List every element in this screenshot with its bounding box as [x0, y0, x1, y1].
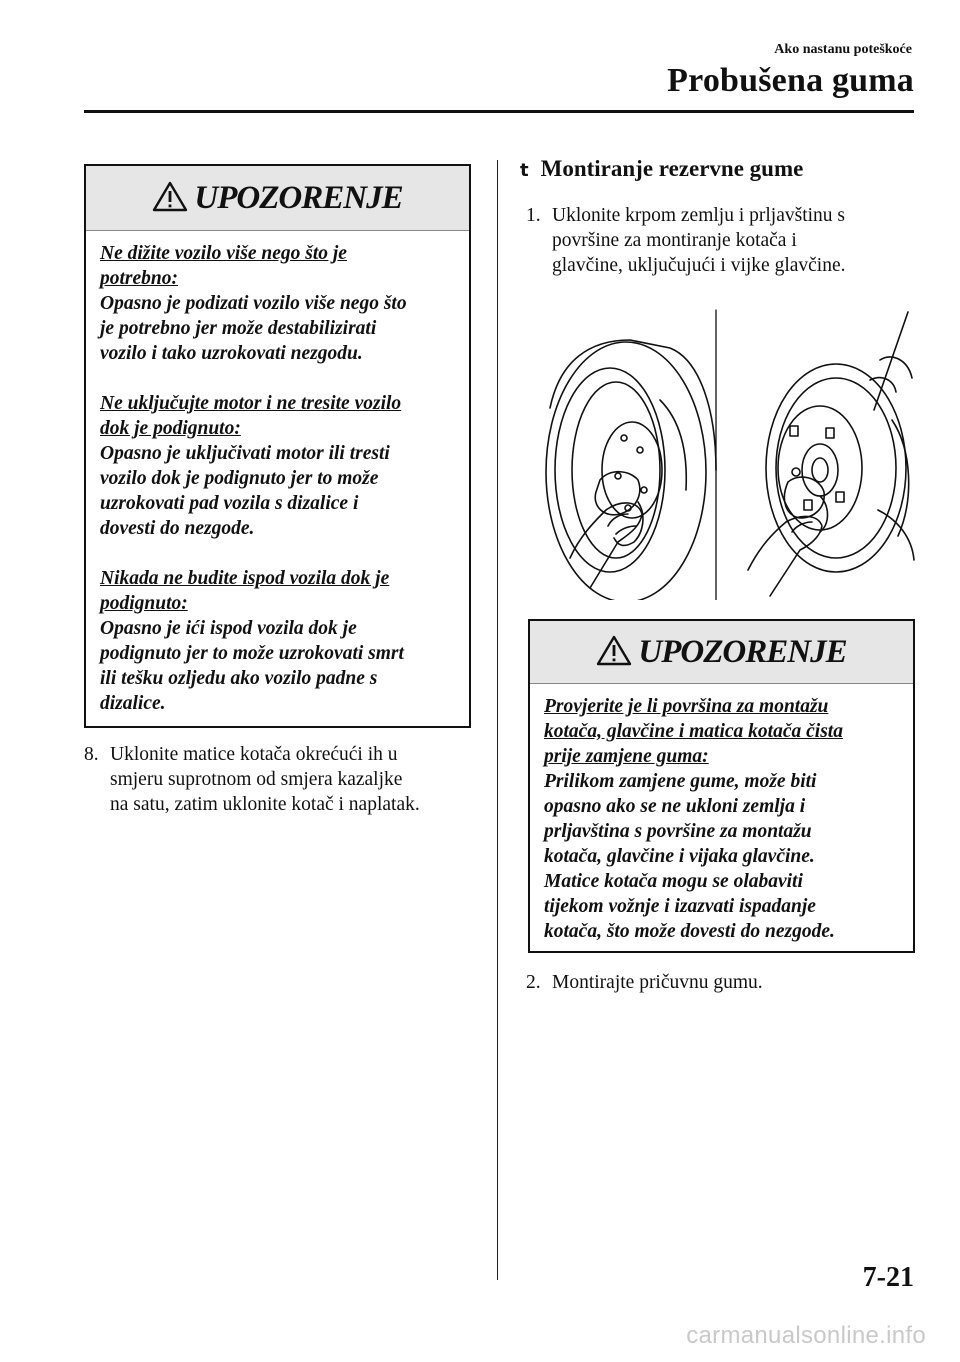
warning-item-text: kotača, što može dovesti do nezgode.: [544, 921, 835, 942]
step-2: [526, 970, 926, 995]
step-text-line: površine za montiranje kotača i: [552, 230, 797, 251]
header-rule: [84, 110, 914, 113]
warning-item-text: podignuto jer to može uzrokovati smrt: [100, 643, 404, 664]
warning-item-text: dovesti do nezgode.: [100, 518, 255, 539]
warning-triangle-icon: [152, 180, 188, 217]
step-text-line: Uklonite krpom zemlju i prljavštinu s: [552, 205, 846, 226]
warning-item-text: uzrokovati pad vozila s dizalice i: [100, 493, 359, 514]
warning-body: [530, 684, 913, 944]
step-text-line: Uklonite matice kotača okrećući ih u: [110, 744, 398, 765]
warning-item-text: prljavština s površine za montažu: [544, 821, 812, 842]
step-number: 8.: [84, 744, 99, 765]
warning-item-heading: podignuto:: [100, 593, 188, 614]
warning-item-text: ili tešku ozljedu ako vozilo padne s: [100, 668, 378, 689]
warning-header: [530, 621, 913, 684]
watermark: carmanualsonline.info: [686, 1322, 926, 1349]
warning-item-text: vozilo i tako uzrokovati nezgodu.: [100, 343, 363, 364]
warning-item-text: dizalice.: [100, 693, 166, 714]
warning-box-left: [84, 164, 471, 728]
warning-title: UPOZORENJE: [638, 633, 847, 670]
warning-item-heading: prije zamjene guma:: [544, 746, 709, 767]
step-number: 1.: [526, 205, 541, 226]
page-number: 7-21: [862, 1262, 914, 1293]
warning-body: [86, 231, 469, 716]
page-title: Probušena guma: [667, 62, 914, 99]
warning-item-heading: potrebno:: [100, 268, 178, 289]
step-8: [84, 742, 484, 817]
wheel-hub-cleaning-illustration: [520, 300, 920, 600]
warning-item-text: tijekom vožnje i izazvati ispadanje: [544, 896, 816, 917]
warning-item-text: kotača, glavčine i vijaka glavčine.: [544, 846, 815, 867]
warning-item-text: Opasno je ići ispod vozila dok je: [100, 618, 357, 639]
warning-item-heading: Nikada ne budite ispod vozila dok je: [100, 568, 390, 589]
warning-item-text: Opasno je uključivati motor ili tresti: [100, 443, 390, 464]
warning-title: UPOZORENJE: [194, 179, 403, 216]
warning-item-text: Matice kotača mogu se olabaviti: [544, 871, 803, 892]
step-text-line: Montirajte pričuvnu gumu.: [552, 972, 763, 993]
step-number: 2.: [526, 972, 541, 993]
running-header-section: Ako nastanu poteškoće: [774, 42, 912, 57]
step-1: [526, 203, 926, 278]
column-divider: [497, 160, 498, 1280]
warning-header: [86, 166, 469, 231]
warning-item-text: Prilikom zamjene gume, može biti: [544, 771, 817, 792]
warning-item-heading: kotača, glavčine i matica kotača čista: [544, 721, 843, 742]
section-heading: [520, 156, 803, 182]
section-title: Montiranje rezervne gume: [540, 156, 804, 181]
warning-box-right: [528, 619, 915, 953]
warning-triangle-icon: [596, 634, 632, 671]
warning-item-text: Opasno je podizati vozilo više nego što: [100, 293, 407, 314]
warning-item-heading: dok je podignuto:: [100, 418, 241, 439]
warning-item-heading: Provjerite je li površina za montažu: [544, 696, 829, 717]
warning-item-text: je potrebno jer može destabilizirati: [100, 318, 377, 339]
warning-item-text: vozilo dok je podignuto jer to može: [100, 468, 379, 489]
step-text-line: smjeru suprotnom od smjera kazaljke: [110, 769, 403, 790]
step-text-line: na satu, zatim uklonite kotač i naplatak.: [110, 794, 420, 815]
warning-item-heading: Ne dižite vozilo više nego što je: [100, 243, 347, 264]
warning-item-text: opasno ako se ne ukloni zemlja i: [544, 796, 806, 817]
step-text-line: glavčine, uključujući i vijke glavčine.: [552, 255, 846, 276]
section-bullet-icon: t: [520, 160, 529, 181]
warning-item-heading: Ne uključujte motor i ne tresite vozilo: [100, 393, 402, 414]
